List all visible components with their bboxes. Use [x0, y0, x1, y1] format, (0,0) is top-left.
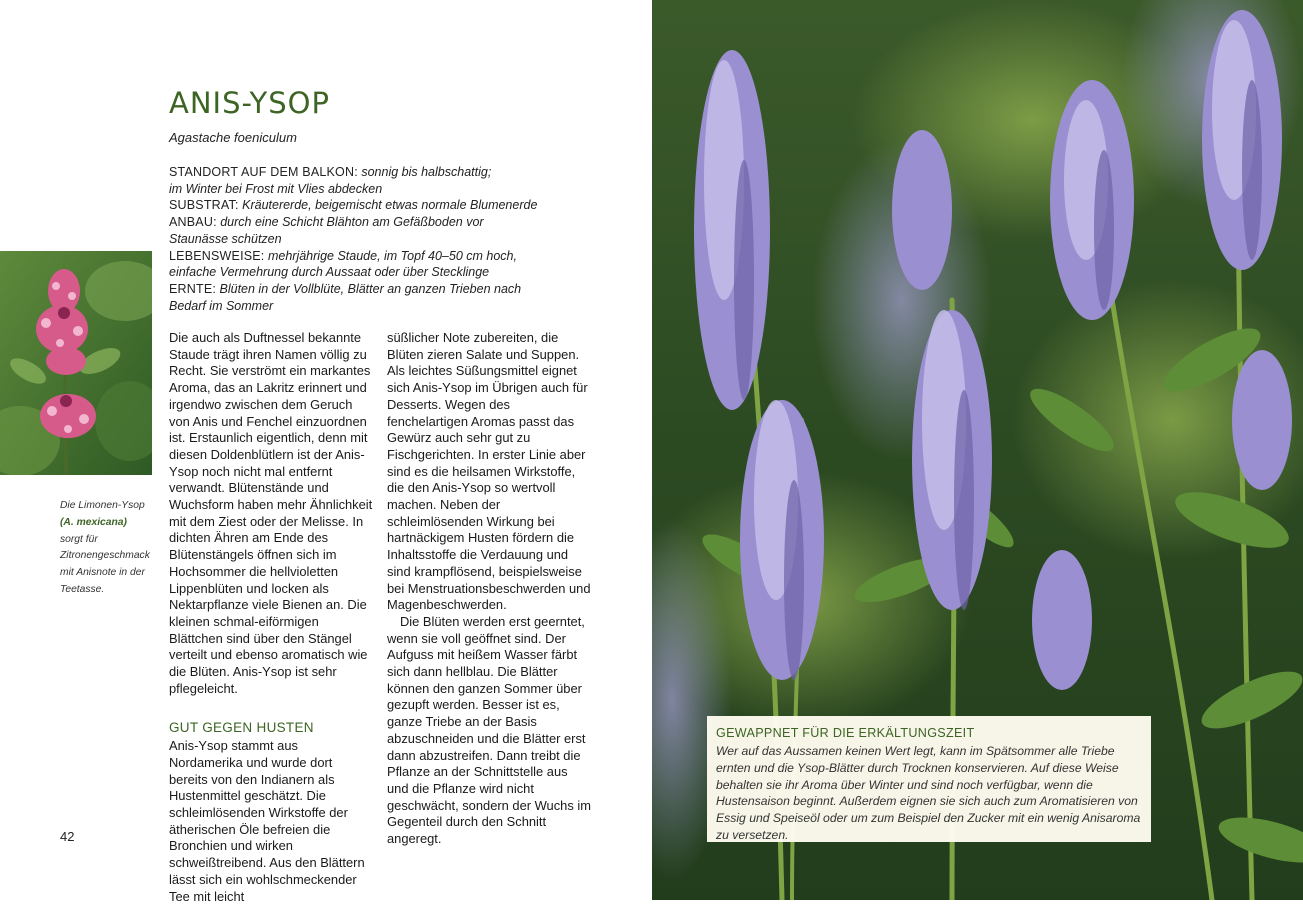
fact-row	[169, 248, 589, 265]
fact-label: ERNTE:	[169, 281, 217, 296]
fact-row	[169, 164, 589, 181]
fact-continuation: im Winter bei Frost mit Vlies abdecken	[169, 181, 383, 196]
fact-row	[169, 281, 589, 298]
caption-text: sorgt für Zitronengeschmack mit Anisnote in der Teetasse.	[60, 533, 150, 595]
body-paragraph: süßlicher Note zubereiten, die Blüten zieren Salate und Suppen. Als leichtes Süßungsmittel eignet sich Anis-Ysop im Übrigen auch für Desserts. Wegen des fenchelartigen Aromas passt das Gewürz auch sehr gut zu Fischgerichten. In erster Linie aber sind es die heilsamen Wirkstoffe, die den Anis-Ysop so wertvoll machen. Neben der schleimlösenden Wirkung bei hartnäckigem Husten fördern die Inhaltsstoffe die Verdauung und sind krampflösend, beispielsweise bei Menstruationsbeschwerden und Magenbeschwerden.	[387, 330, 591, 613]
fact-value: sonnig bis halbschattig;	[357, 165, 492, 179]
fact-value: mehrjährige Staude, im Topf 40–50 cm hoch,	[264, 248, 517, 263]
page-number: 42	[60, 829, 75, 844]
info-box	[707, 716, 1151, 842]
plant-facts	[169, 164, 589, 314]
subheading: GUT GEGEN HUSTEN	[169, 720, 314, 736]
fact-label: STANDORT AUF DEM BALKON:	[169, 165, 358, 179]
fact-label: LEBENSWEISE:	[169, 248, 265, 263]
fact-value: durch eine Schicht Blähton am Gefäßboden vor	[216, 215, 484, 230]
fact-continuation: einfache Vermehrung durch Aussaat oder über Stecklinge	[169, 265, 490, 280]
text-column-1	[169, 330, 374, 905]
caption-text: Die Limonen-Ysop	[60, 500, 145, 511]
photo-caption	[60, 498, 152, 599]
right-page-photo	[652, 0, 1303, 900]
latin-name: Agastache foeniculum	[169, 130, 297, 145]
intro-paragraph: Die auch als Duftnessel bekannte Staude trägt ihren Namen völlig zu Recht. Sie verströmt ein markantes Aroma, das an Lakritz erinnert und irgendwo zwischen dem Geruch von Anis und Fenchel einzuordnen ist. Erstaunlich eigentlich, denn mit diesen Doldenblütlern ist der Anis-Ysop noch nicht mal entfernt verwandt. Blütenstände und Wuchsform haben mehr Ähnlichkeit mit dem Ziest oder der Melisse. In dichten Ähren am Ende des Blütenstängels öffnen sich im Hochsommer die hellvioletten Lippenblüten und locken als Nektarpflanze viele Bienen an. Die kleinen schmal-eiförmigen Blättchen sind über den Stängel verteilt und ebenso aromatisch wie die Blüten. Anis-Ysop ist sehr pflegeleicht.	[169, 330, 373, 696]
limonen-ysop-photo	[0, 251, 152, 475]
fact-label: ANBAU:	[169, 215, 217, 230]
fact-row	[169, 214, 589, 231]
fact-value: Blüten in der Vollblüte, Blätter an ganzen Trieben nach	[216, 281, 522, 296]
page-title: ANIS-YSOP	[169, 86, 330, 120]
fact-label: SUBSTRAT:	[169, 198, 239, 213]
left-page	[0, 0, 652, 904]
info-box-title: GEWAPPNET FÜR DIE ERKÄLTUNGSZEIT	[716, 726, 975, 740]
fact-continuation: Staunässe schützen	[169, 231, 282, 246]
body-paragraph: Anis-Ysop stammt aus Nordamerika und wurde dort bereits von den Indianern als Hustenmittel geschätzt. Die schleimlösenden Wirkstoffe der ätherischen Öle befreien die Bronchien und wirken schweißtreibend. Aus den Blättern lässt sich ein wohlschmeckender Tee mit leicht	[169, 738, 365, 904]
fact-value: Kräutererde, beigemischt etwas normale Blumenerde	[238, 198, 538, 213]
caption-species: (A. mexicana)	[60, 516, 127, 528]
body-paragraph: Die Blüten werden erst geerntet, wenn sie voll geöffnet sind. Der Aufguss mit heißem Wasser färbt sich dann hellblau. Die Blätter können den ganzen Sommer über gezupft werden. Besser ist es, ganze Triebe an der Basis abzuschneiden und die Blätter erst dann abzustreifen. Dann treibt die Pflanze an der Schnittstelle aus und die Pflanze wird nicht geschwächt, sondern der Wuchs im Gegenteil durch den Schnitt angeregt.	[387, 613, 591, 847]
info-box-text: Wer auf das Aussamen keinen Wert legt, kann im Spätsommer alle Triebe ernten und die Ysop-Blätter durch Trocknen konservieren. Auf diese Weise behalten sie ihr Aroma über Winter und sind noch verfügbar, wenn die Hustensaison beginnt. Außerdem eignen sie sich auch zum Aromatisieren von Essig und Speiseöl oder um zum Beispiel den Zucker mit ein wenig Anisaroma zu versetzen.	[716, 744, 1141, 842]
fact-row	[169, 197, 589, 214]
text-column-2	[387, 330, 592, 848]
fact-continuation: Bedarf im Sommer	[169, 298, 274, 313]
